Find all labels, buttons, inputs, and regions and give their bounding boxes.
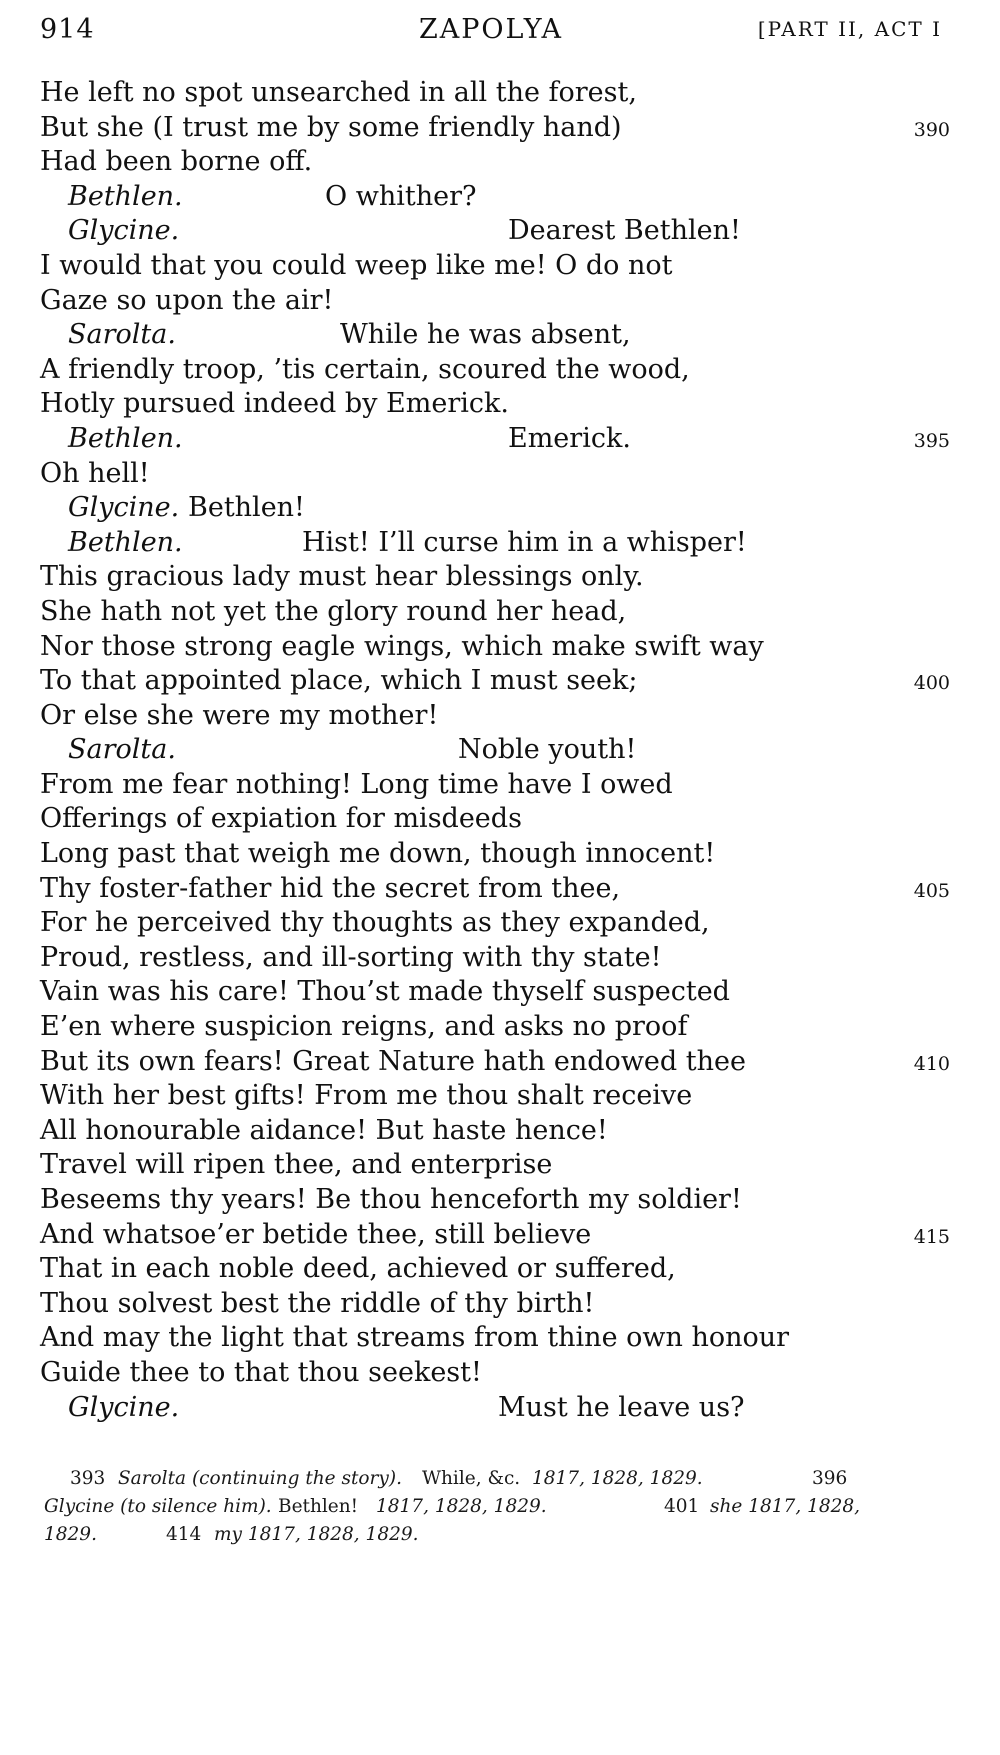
speaker-name: Bethlen. bbox=[68, 422, 183, 454]
note-text: Bethlen! bbox=[278, 1496, 359, 1517]
note-editions: 1829. bbox=[44, 1524, 97, 1545]
line-text: While he was absent, bbox=[340, 319, 631, 351]
verse-line bbox=[40, 284, 960, 319]
line-text: For he perceived thy thoughts as they expanded, bbox=[40, 907, 710, 939]
line-text: Travel will ripen thee, and enterprise bbox=[40, 1149, 553, 1181]
line-number: 400 bbox=[913, 672, 950, 695]
verse-line bbox=[40, 906, 960, 941]
running-header bbox=[40, 14, 942, 54]
note-variant: she 1817, 1828, bbox=[710, 1496, 861, 1517]
line-text: I would that you could weep like me! O do not bbox=[40, 249, 673, 281]
speaker-name: Sarolta. bbox=[68, 734, 176, 766]
line-text: E’en where suspicion reigns, and asks no proof bbox=[40, 1011, 688, 1043]
verse-line bbox=[40, 1356, 960, 1391]
line-text: Thou solvest best the riddle of thy birth! bbox=[40, 1287, 595, 1319]
line-text: This gracious lady must hear blessings only. bbox=[40, 561, 644, 593]
verse-line bbox=[40, 975, 960, 1010]
line-text: Emerick. bbox=[508, 422, 631, 454]
verse-line bbox=[40, 1079, 960, 1114]
line-text: All honourable aidance! But haste hence! bbox=[40, 1114, 608, 1146]
line-text: Vain was his care! Thou’st made thyself suspected bbox=[40, 976, 730, 1008]
verse-line bbox=[40, 387, 960, 422]
footnotes bbox=[44, 1465, 964, 1549]
line-text: Had been borne off. bbox=[40, 146, 313, 178]
verse-line bbox=[40, 699, 960, 734]
verse-line bbox=[40, 249, 960, 284]
line-text: Thy foster-father hid the secret from thee, bbox=[40, 872, 621, 904]
note-ref-number: 414 bbox=[166, 1524, 202, 1545]
verse-line bbox=[40, 630, 960, 665]
page-title: ZAPOLYA bbox=[419, 14, 563, 45]
note-variant: Sarolta (continuing the story). bbox=[118, 1468, 402, 1489]
line-text: Or else she were my mother! bbox=[40, 699, 439, 731]
verse-line bbox=[40, 145, 960, 180]
line-text: Hotly pursued indeed by Emerick. bbox=[40, 388, 509, 420]
verse-line bbox=[40, 1391, 960, 1426]
line-number: 390 bbox=[913, 118, 950, 141]
verse-body bbox=[40, 76, 960, 1425]
verse-line bbox=[40, 1114, 960, 1149]
verse-line bbox=[40, 318, 960, 353]
verse-line bbox=[40, 1010, 960, 1045]
note-editions: 1817, 1828, 1829. bbox=[532, 1468, 703, 1489]
line-text: But she (I trust me by some friendly hand) bbox=[40, 111, 622, 143]
verse-line bbox=[40, 768, 960, 803]
verse-line bbox=[40, 491, 960, 526]
speaker-name: Glycine. bbox=[68, 492, 180, 524]
line-text: He left no spot unsearched in all the forest, bbox=[40, 77, 637, 108]
line-text: And may the light that streams from thine own honour bbox=[40, 1322, 790, 1354]
verse-line bbox=[40, 941, 960, 976]
line-text: Hist! I’ll curse him in a whisper! bbox=[302, 526, 747, 558]
act-marker: [PART II, ACT I bbox=[757, 17, 942, 41]
verse-line bbox=[40, 457, 960, 492]
verse-line bbox=[40, 664, 960, 699]
page-number: 914 bbox=[40, 14, 95, 45]
line-text: Nor those strong eagle wings, which make swift way bbox=[40, 630, 764, 662]
line-text: Offerings of expiation for misdeeds bbox=[40, 803, 522, 835]
footnote-line bbox=[44, 1493, 964, 1521]
verse-line bbox=[40, 353, 960, 388]
note-variant: Glycine (to silence him). bbox=[44, 1496, 272, 1517]
verse-line bbox=[40, 422, 960, 457]
line-text: To that appointed place, which I must seek; bbox=[40, 665, 638, 697]
footnote-line bbox=[44, 1521, 964, 1549]
note-ref-number: 393 bbox=[70, 1468, 106, 1489]
line-text: O whither? bbox=[325, 180, 477, 212]
verse-line bbox=[40, 111, 960, 146]
verse-line bbox=[40, 180, 960, 215]
line-text: She hath not yet the glory round her head, bbox=[40, 595, 627, 627]
line-text: Guide thee to that thou seekest! bbox=[40, 1356, 482, 1388]
verse-line bbox=[40, 1183, 960, 1218]
verse-line bbox=[40, 1045, 960, 1080]
note-editions: 1817, 1828, 1829. bbox=[376, 1496, 547, 1517]
line-text: From me fear nothing! Long time have I owed bbox=[40, 768, 673, 800]
verse-line bbox=[40, 1321, 960, 1356]
note-text: While, &c. bbox=[422, 1468, 521, 1489]
speaker-name: Sarolta. bbox=[68, 319, 176, 351]
verse-line bbox=[40, 733, 960, 768]
verse-line bbox=[40, 802, 960, 837]
verse-line bbox=[40, 595, 960, 630]
line-number: 395 bbox=[913, 429, 950, 452]
verse-line bbox=[40, 1287, 960, 1322]
speaker-name: Glycine. bbox=[68, 215, 180, 247]
line-text: With her best gifts! From me thou shalt receive bbox=[40, 1080, 693, 1112]
speaker-name: Bethlen. bbox=[68, 526, 183, 558]
speaker-name: Glycine. bbox=[68, 1391, 180, 1423]
line-text: Proud, restless, and ill-sorting with thy state! bbox=[40, 941, 662, 973]
line-text: Oh hell! bbox=[40, 457, 150, 489]
line-text: Noble youth! bbox=[458, 734, 637, 766]
verse-line bbox=[40, 837, 960, 872]
verse-line bbox=[40, 560, 960, 595]
line-number: 405 bbox=[913, 879, 950, 902]
line-text: And whatsoe’er betide thee, still believe bbox=[40, 1218, 592, 1250]
line-text: Bethlen! bbox=[188, 492, 305, 524]
line-text: But its own fears! Great Nature hath endowed thee bbox=[40, 1045, 746, 1077]
verse-line bbox=[40, 1148, 960, 1183]
note-ref-number: 396 bbox=[812, 1468, 848, 1489]
verse-line bbox=[40, 1218, 960, 1253]
line-number: 410 bbox=[913, 1052, 950, 1075]
line-text: That in each noble deed, achieved or suffered, bbox=[40, 1253, 676, 1285]
footnote-line bbox=[44, 1465, 964, 1493]
line-text: Must he leave us? bbox=[498, 1391, 745, 1423]
note-ref-number: 401 bbox=[664, 1496, 700, 1517]
note-variant: my 1817, 1828, 1829. bbox=[214, 1524, 419, 1545]
line-text: Gaze so upon the air! bbox=[40, 284, 334, 316]
line-text: Long past that weigh me down, though innocent! bbox=[40, 838, 716, 870]
verse-line bbox=[40, 76, 960, 111]
line-number: 415 bbox=[913, 1225, 950, 1248]
verse-line bbox=[40, 526, 960, 561]
verse-line bbox=[40, 214, 960, 249]
line-text: Beseems thy years! Be thou henceforth my soldier! bbox=[40, 1184, 742, 1215]
speaker-name: Bethlen. bbox=[68, 180, 183, 212]
line-text: A friendly troop, ’tis certain, scoured the wood, bbox=[40, 353, 690, 385]
verse-line bbox=[40, 1252, 960, 1287]
line-text: Dearest Bethlen! bbox=[508, 215, 741, 247]
verse-line bbox=[40, 872, 960, 907]
